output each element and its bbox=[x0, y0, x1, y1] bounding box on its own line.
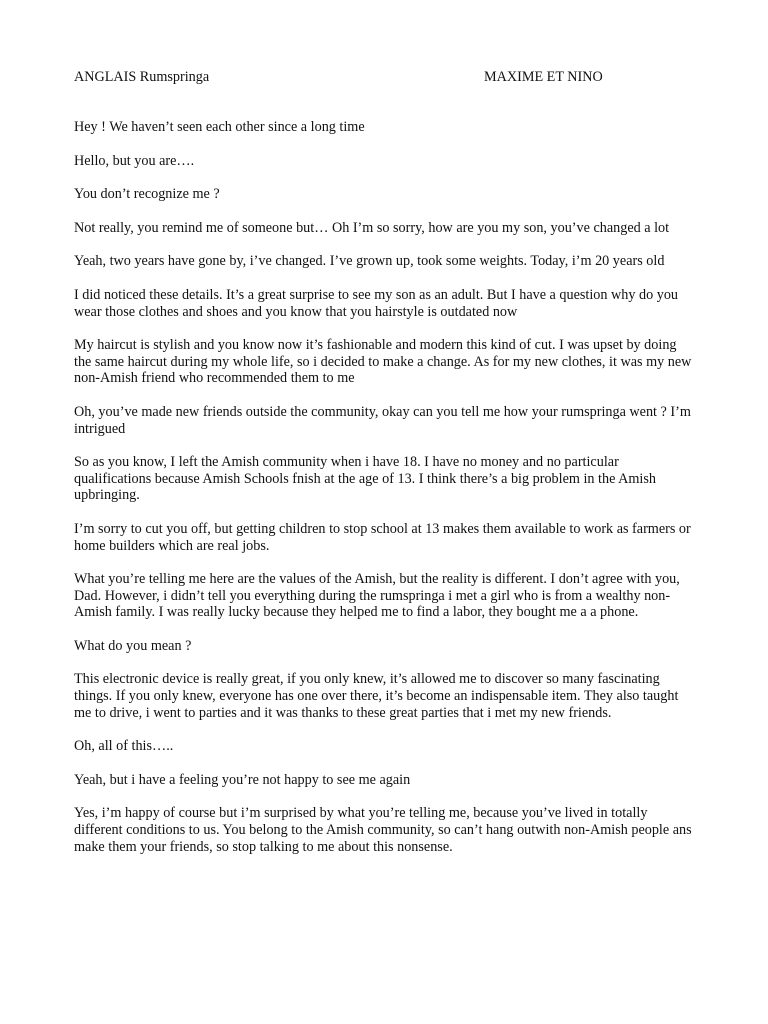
dialogue-line: Hello, but you are…. bbox=[74, 152, 195, 169]
dialogue-line: Hey ! We haven’t seen each other since a long time bbox=[74, 119, 365, 135]
dialogue-line: So as you know, I left the Amish community when i have 18. I have no money and no particular qualifications because Amish Schools fnish at the age of 13. I think there’s a big problem in the Amish upbringing. bbox=[74, 454, 656, 504]
dialogue-body bbox=[74, 119, 696, 872]
dialogue-line: You don’t recognize me ? bbox=[74, 186, 220, 203]
header-title: ANGLAIS Rumspringa bbox=[74, 69, 210, 85]
document-header bbox=[74, 69, 694, 87]
dialogue-line: Oh, all of this….. bbox=[74, 738, 174, 755]
dialogue-line: What do you mean ? bbox=[74, 637, 192, 654]
dialogue-line: I’m sorry to cut you off, but getting children to stop school at 13 makes them available to work as farmers or home builders which are real jobs. bbox=[74, 520, 691, 554]
header-authors: MAXIME ET NINO bbox=[484, 69, 603, 85]
dialogue-line: I did noticed these details. It’s a great surprise to see my son as an adult. But I have a question why do you wear those clothes and shoes and you know that you hairstyle is outdated now bbox=[74, 286, 679, 320]
dialogue-line: Yes, i’m happy of course but i’m surprised by what you’re telling me, because you’ve lived in totally different conditions to us. You belong to the Amish community, so can’t hang outwith non-Amish people ans make them your friends, so stop talking to me about this nonsense. bbox=[74, 805, 692, 855]
dialogue-line: Yeah, but i have a feeling you’re not happy to see me again bbox=[74, 771, 411, 788]
dialogue-line: Not really, you remind me of someone but… Oh I’m so sorry, how are you my son, you’ve changed a lot bbox=[74, 219, 670, 236]
dialogue-line: Yeah, two years have gone by, i’ve changed. I’ve grown up, took some weights. Today, i’m 20 years old bbox=[74, 253, 665, 270]
dialogue-line: This electronic device is really great, if you only knew, it’s allowed me to discover so many fascinating things. If you only knew, everyone has one over there, it’s become an indispensable item. They also taught me to drive, i went to parties and it was thanks to these great parties that i met my new friends. bbox=[74, 671, 679, 721]
dialogue-line: Oh, you’ve made new friends outside the community, okay can you tell me how your rumspringa went ? I’m intrigued bbox=[74, 403, 691, 437]
dialogue-line: My haircut is stylish and you know now it’s fashionable and modern this kind of cut. I was upset by doing the same haircut during my whole life, so i decided to make a change. As for my new clothes, it was my new non-Amish friend who recommended them to me bbox=[74, 337, 692, 387]
dialogue-line: What you’re telling me here are the values of the Amish, but the reality is different. I don’t agree with you, Dad. However, i didn’t tell you everything during the rumspringa i met a girl who is from a wealthy non-Amish family. I was really lucky because they helped me to find a labor, they bought me a a phone. bbox=[74, 571, 680, 621]
